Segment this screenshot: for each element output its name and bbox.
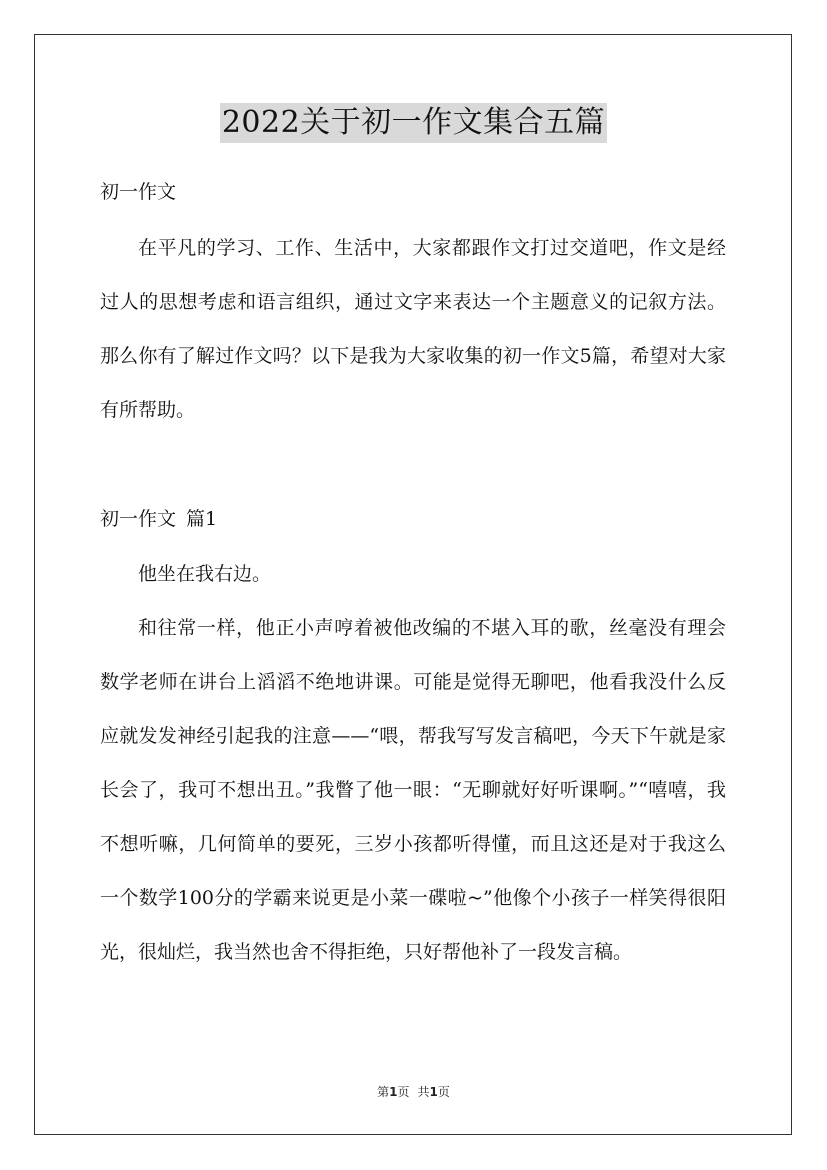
footer-page-number: 1 <box>389 1085 398 1099</box>
essay1-paragraph-1: 他坐在我右边。 <box>138 563 272 585</box>
essay1-heading <box>100 507 217 531</box>
essay1-heading-text: 初一作文 <box>100 508 177 530</box>
document-title <box>0 102 827 143</box>
essay1-paragraph-2: 和往常一样，他正小声哼着被他改编的不堪入耳的歌，丝毫没有理会数学老师在讲台上滔滔不绝地讲课。可能是觉得无聊吧，他看我没什么反应就发发神经引起我的注意——“喂，帮我写写发言稿吧，今天下午就是家长会了，我可不想出丑。”我瞥了他一眼：“无聊就好好听课啊。”“嘻嘻，我不想听嘛，几何简单的要死，三岁小孩都听得懂，而且这还是对于我这么一个数学100分的学霸来说更是小菜一碟啦~”他像个小孩子一样笑得很阳光，很灿烂，我当然也舍不得拒绝，只好帮他补了一段发言稿。 <box>100 617 726 963</box>
intro-heading <box>100 180 176 204</box>
footer-total-pages: 1 <box>429 1085 438 1099</box>
intro-paragraph: 在平凡的学习、工作、生活中，大家都跟作文打过交道吧，作文是经过人的思想考虑和语言组织，通过文字来表达一个主题意义的记叙方法。那么你有了解过作文吗？以下是我为大家收集的初一作文5篇，希望对大家有所帮助。 <box>100 237 726 421</box>
intro-heading-text: 初一作文 <box>100 181 177 203</box>
footer-total-prefix: 共 <box>417 1085 430 1099</box>
footer-page-suffix: 页 <box>397 1085 410 1099</box>
footer-page-prefix: 第 <box>377 1085 390 1099</box>
footer-total-suffix: 页 <box>437 1085 450 1099</box>
page-footer <box>0 1084 827 1100</box>
document-title-text: 2022关于初一作文集合五篇 <box>220 103 607 143</box>
essay1-subheading: 篇1 <box>186 508 218 530</box>
